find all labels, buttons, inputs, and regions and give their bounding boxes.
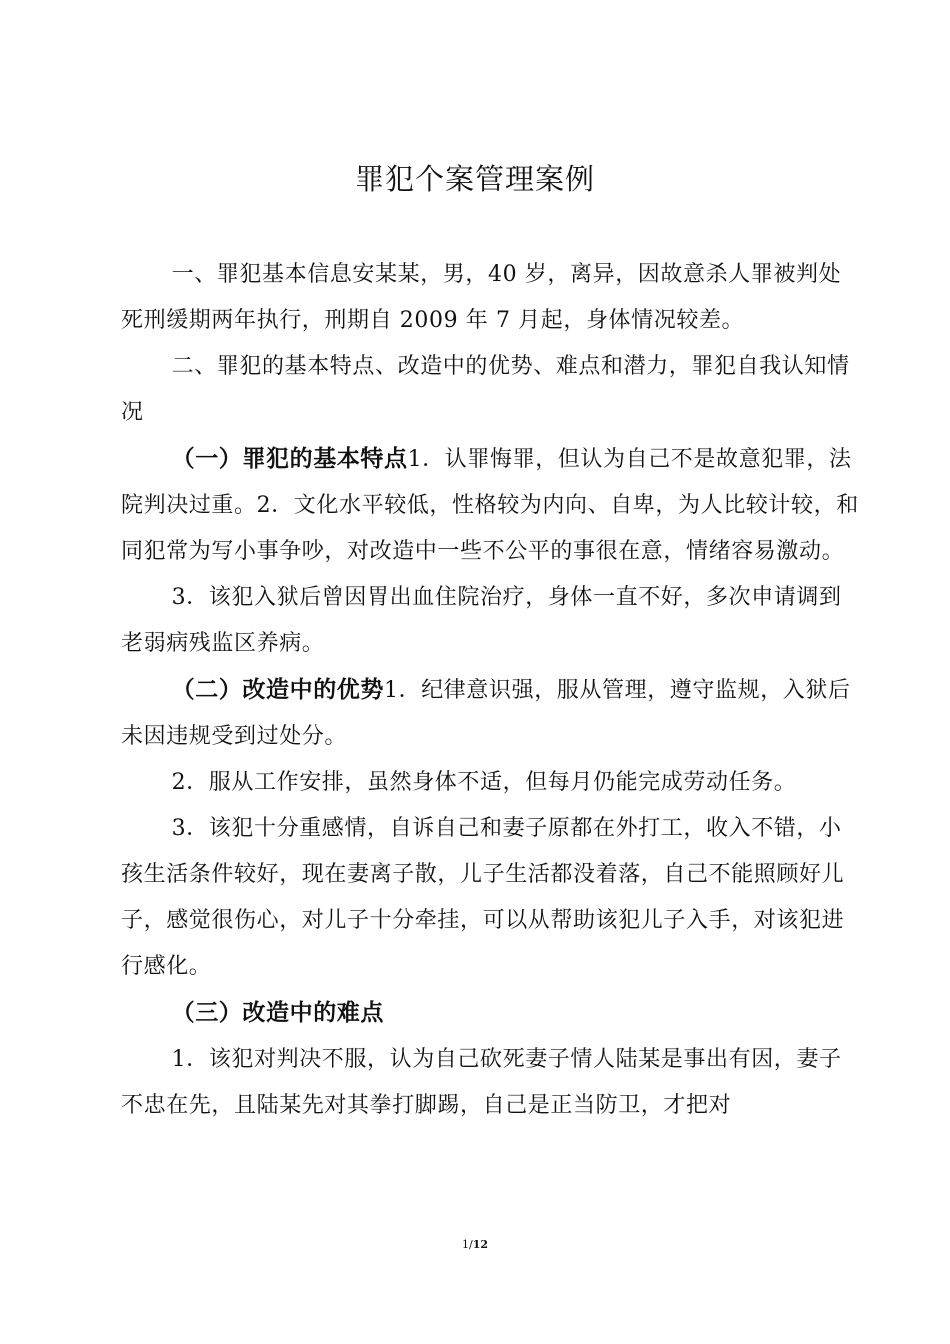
subheading-advantages: （二）改造中的优势 bbox=[171, 677, 384, 703]
document-body bbox=[121, 252, 861, 1129]
section-heading-characteristics: 二、罪犯的基本特点、改造中的优势、难点和潜力，罪犯自我认知情况 bbox=[121, 354, 850, 425]
paragraph-basic-info bbox=[121, 252, 861, 344]
advantages-text: 1．纪律意识强，服从管理，遵守监规，入狱后未因违规受到过处分。 bbox=[121, 678, 851, 749]
page-total: 12 bbox=[472, 1238, 489, 1251]
page-number bbox=[0, 1238, 950, 1251]
subheading-basic-characteristics: （一）罪犯的基本特点 bbox=[171, 446, 408, 472]
paragraph-advantages bbox=[121, 667, 861, 760]
paragraph-section-two bbox=[121, 344, 861, 436]
document-title: 罪犯个案管理案例 bbox=[354, 162, 595, 196]
subheading-difficulties: （三）改造中的难点 bbox=[171, 1000, 384, 1026]
paragraph-difficulties: 1．该犯对判决不服，认为自己砍死妻子情人陆某是事出有因，妻子不忠在先，且陆某先对其拳打脚踢，自己是正当防卫，才把对 bbox=[121, 1047, 842, 1118]
page-current: 1/ bbox=[461, 1238, 473, 1251]
paragraph-characteristics bbox=[121, 436, 861, 575]
characteristics-text: 1．认罪悔罪，但认为自己不是故意犯罪，法院判决过重。2．文化水平较低，性格较为内向、自卑，为人比较计较，和同犯常为写小事争吵，对改造中一些不公平的事很在意，情绪容易激动。 bbox=[121, 447, 859, 564]
basic-info-text: 安某某，男，40 岁，离异，因故意杀人罪被判处死刑缓期两年执行，刑期自 2009 年 7 月起，身体情况较差。 bbox=[121, 262, 842, 333]
paragraph-family: 3．该犯十分重感情，自诉自己和妻子原都在外打工，收入不错，小孩生活条件较好，现在妻离子散，儿子生活都没着落，自己不能照顾好儿子，感觉很伤心，对儿子十分牵挂，可以从帮助该犯儿子入手，对该犯进行感化。 bbox=[121, 816, 845, 979]
paragraph-difficulties-heading bbox=[121, 990, 861, 1037]
section-heading-basic-info: 一、罪犯基本信息 bbox=[171, 262, 353, 287]
paragraph-work: 2．服从工作安排，虽然身体不适，但每月仍能完成劳动任务。 bbox=[171, 770, 797, 795]
paragraph-health: 3．该犯入狱后曾因胃出血住院治疗，身体一直不好，多次申请调到老弱病残监区养病。 bbox=[121, 585, 842, 656]
